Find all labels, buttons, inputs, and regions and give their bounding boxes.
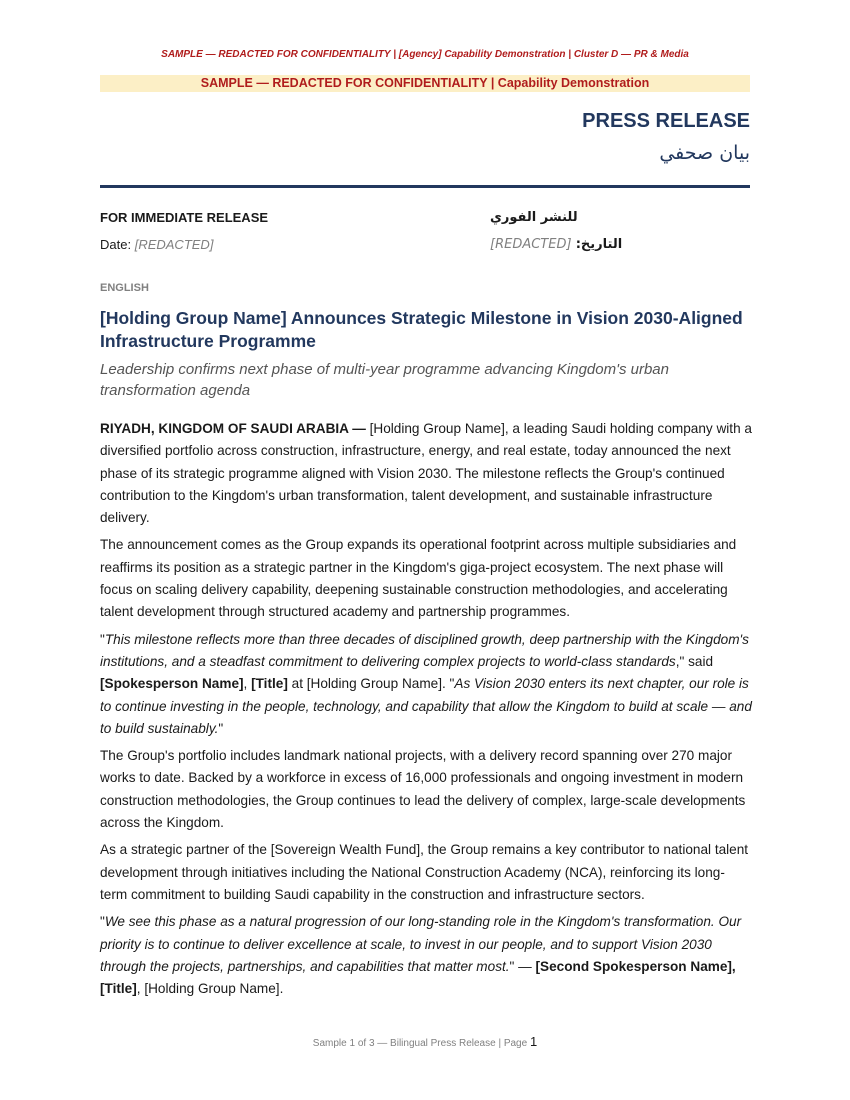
attribution-comma: , xyxy=(243,676,252,692)
dateline: RIYADH, KINGDOM OF SAUDI ARABIA — xyxy=(100,421,366,436)
headline: [Holding Group Name] Announces Strategic Milestone in Vision 2030-Aligned Infrastructure Programme xyxy=(100,308,743,351)
second-spokesperson: [Second Spokesperson Name], [Title] xyxy=(100,958,736,997)
date-value-arabic: [REDACTED] xyxy=(490,237,572,252)
paragraph-4: The Group's portfolio includes landmark national projects, with a delivery record spanning over 270 major works to date. Backed by a workforce in excess of 16,000 professionals and ongoing investment in modern construction methodologies, the Group continues to lead the delivery of complex, large-scale developments across the Kingdom. xyxy=(100,748,746,831)
confidentiality-header-note: SAMPLE — REDACTED FOR CONFIDENTIALITY | [Agency] Capability Demonstration | Cluster D — PR & Media xyxy=(161,49,689,60)
release-meta-english xyxy=(100,210,268,264)
immediate-release-label-arabic: للنشر الفوري xyxy=(490,210,578,225)
paragraph-5: As a strategic partner of the [Sovereign Wealth Fund], the Group remains a key contributor to national talent development through initiatives including the National Construction Academy (NCA), reinforcing its long-term commitment to building Saudi capability in the construction and infrastructure sectors. xyxy=(100,842,749,902)
paragraph-6-quote xyxy=(100,911,752,1000)
date-label: Date: xyxy=(100,237,132,252)
footer-text: Sample 1 of 3 — Bilingual Press Release | Page xyxy=(312,1038,530,1049)
header-divider xyxy=(100,185,750,188)
language-tag: ENGLISH xyxy=(100,282,149,294)
quote-mark: " xyxy=(100,914,105,930)
paragraph-1 xyxy=(100,418,752,529)
date-label-arabic: التاريخ: xyxy=(575,237,623,252)
confidentiality-banner: SAMPLE — REDACTED FOR CONFIDENTIALITY | Capability Demonstration xyxy=(100,75,750,92)
quote-1: This milestone reflects more than three decades of disciplined growth, deep partnership with the Kingdom's institutions, and a steadfast commitment to delivering complex projects to world-class standards xyxy=(100,631,749,669)
spokesperson-title: [Title] xyxy=(251,676,288,692)
press-release-title: PRESS RELEASE xyxy=(582,110,750,132)
immediate-release-label: FOR IMMEDIATE RELEASE xyxy=(100,210,269,225)
spokesperson-name: [Spokesperson Name] xyxy=(100,676,244,692)
date-line-english xyxy=(100,237,268,264)
page-number: 1 xyxy=(529,1034,538,1049)
paragraph-2: The announcement comes as the Group expands its operational footprint across multiple subsidiaries and reaffirms its position as a strategic partner in the Kingdom's giga-project ecosystem. The next phase will focus on scaling delivery capability, deepening sustainable construction methodologies, and accelerating talent development through structured academy and partnership programmes. xyxy=(100,537,737,620)
quote-mark-close: " xyxy=(218,720,224,736)
quote-mark: " xyxy=(100,631,105,647)
date-line-arabic xyxy=(490,237,622,264)
press-release-body xyxy=(100,418,752,1005)
attribution-dash: " — xyxy=(509,958,536,974)
paragraph-3-quote xyxy=(100,629,752,740)
page-footer xyxy=(0,1034,850,1049)
quote-2: As Vision 2030 enters its next chapter, our role is to continue investing in the people, technology, and capability that allow the Kingdom to build at scale — and to build sustainably. xyxy=(100,676,752,736)
attribution-org-2: , [Holding Group Name]. xyxy=(136,981,284,997)
attribution-org: at [Holding Group Name]. " xyxy=(287,676,455,692)
release-meta-arabic xyxy=(490,210,622,264)
paragraph-1-text: [Holding Group Name], a leading Saudi holding company with a diversified portfolio across construction, infrastructure, energy, and real estate, today announced the next phase of its strategic programme aligned with Vision 2030. The milestone reflects the Group's continued contribution to the Kingdom's urban transformation, talent development, and sustainable infrastructure delivery. xyxy=(100,421,752,526)
attribution-text: ," said xyxy=(675,653,714,669)
press-release-title-arabic: بيان صحفي xyxy=(659,142,750,164)
subheadline: Leadership confirms next phase of multi-year programme advancing Kingdom's urban transformation agenda xyxy=(100,361,669,399)
quote-3: We see this phase as a natural progression of our long-standing role in the Kingdom's transformation. Our priority is to continue to deliver excellence at scale, to invest in our people, and to support Vision 2030 through the projects, partnerships, and capabilities that matter most. xyxy=(100,914,742,974)
date-value: [REDACTED] xyxy=(134,237,214,252)
